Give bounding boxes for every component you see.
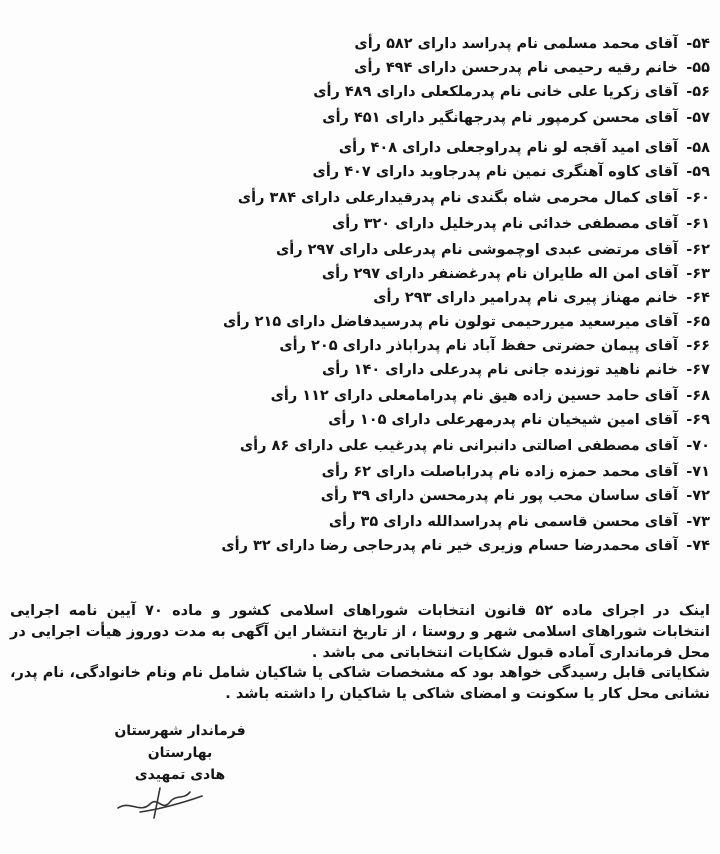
entry-number: ۶۲- xyxy=(686,242,710,258)
entry-number: ۶۴- xyxy=(686,290,710,306)
entry-text: آقای حامد حسین زاده هیق نام پدرامامعلی دارای ۱۱۲ رأی xyxy=(270,388,678,404)
entry-number: ۶۷- xyxy=(686,362,710,378)
entry-text: آقای زکریا علی خانی نام پدرملکعلی دارای ۴۸۹ رأی xyxy=(313,84,678,100)
entry-text: آقای محسن قاسمی نام پدراسدالله دارای ۳۵ رأی xyxy=(328,514,678,530)
entry-text: آقای امین شیخیان نام پدرمهرعلی دارای ۱۰۵ رأی xyxy=(328,412,678,428)
entry-number: ۷۲- xyxy=(686,488,710,504)
entry-number: ۶۱- xyxy=(686,216,710,232)
entry-number: ۷۱- xyxy=(686,464,710,480)
entry-number: ۶۳- xyxy=(686,266,710,282)
candidate-entry xyxy=(271,386,710,406)
entry-number: ۶۶- xyxy=(686,338,710,354)
entry-number: ۷۴- xyxy=(686,538,710,554)
entry-number: ۶۸- xyxy=(686,388,710,404)
candidate-entry xyxy=(313,162,710,182)
candidate-entry xyxy=(354,34,710,54)
signer-name: هادی تمهیدی xyxy=(134,767,226,783)
entry-text: آقای مصطفی اصالتی دانبرانی نام پدرغیب علی دارای ۸۶ رأی xyxy=(239,438,678,454)
entry-text: آقای ساسان محب پور نام پدرمحسن دارای ۳۹ رأی xyxy=(320,488,678,504)
entry-number: ۵۵- xyxy=(686,60,710,76)
signer-title: فرماندار شهرستان بهارستان xyxy=(114,723,246,761)
entry-number: ۵۹- xyxy=(686,164,710,180)
entry-text: آقای پیمان حضرتی حفظ آباد نام پدراباذر دارای ۲۰۵ رأی xyxy=(279,338,678,354)
entry-text: آقای مصطفی خدائی نام پدرخلیل دارای ۳۲۰ رأی xyxy=(331,216,678,232)
entry-text: آقای محسن کرمپور نام پدرجهانگیر دارای ۴۵۱ رأی xyxy=(322,110,678,126)
entry-text: آقای امید آقجه لو نام پدراوجعلی دارای ۴۰۸ رأی xyxy=(338,140,678,156)
entry-text: آقای محمدرضا حسام وزیری خیر نام پدرحاجی رضا دارای ۳۲ رأی xyxy=(221,538,678,554)
entry-number: ۶۰- xyxy=(686,190,710,206)
entry-number: ۵۸- xyxy=(686,140,710,156)
entry-number: ۵۶- xyxy=(686,84,710,100)
entry-number: ۷۳- xyxy=(686,514,710,530)
entry-number: ۷۰- xyxy=(686,438,710,454)
candidate-entry xyxy=(322,108,710,128)
entry-number: ۶۹- xyxy=(686,412,710,428)
entry-text: آقای امن اله طایران نام پدرغضنفر دارای ۲۹۷ رأی xyxy=(321,266,678,282)
candidate-entry xyxy=(313,82,710,102)
candidate-entry xyxy=(238,188,710,208)
entry-number: ۶۵- xyxy=(686,314,710,330)
candidate-entry xyxy=(276,240,710,260)
candidate-entry xyxy=(328,410,710,430)
candidate-entry xyxy=(332,214,710,234)
candidate-entry xyxy=(329,512,710,532)
entry-number: ۵۴- xyxy=(686,36,710,52)
entry-text: آقای محمد مسلمی نام پدراسد دارای ۵۸۲ رأی xyxy=(354,36,678,52)
entry-text: آقای محمد حمزه زاده نام پدراباصلت دارای ۶۲ رأی xyxy=(321,464,678,480)
candidate-entry xyxy=(322,360,710,380)
candidate-entry xyxy=(221,536,710,556)
candidate-entry xyxy=(322,264,710,284)
candidate-entry xyxy=(223,312,710,332)
handwritten-signature xyxy=(110,770,210,830)
candidate-entry xyxy=(339,138,710,158)
candidate-entry xyxy=(321,486,710,506)
entry-text: خانم ناهید توزنده جانی نام پدرعلی دارای ۱۴۰ رأی xyxy=(322,362,678,378)
entry-text: آقای مرتضی عبدی اوچموشی نام پدرعلی دارای ۲۹۷ رأی xyxy=(275,242,678,258)
entry-text: خانم مهناز پیری نام پدرامیر دارای ۲۹۳ رأی xyxy=(373,290,678,306)
entry-text: آقای کاوه آهنگری نمین نام پدرجاوید دارای ۴۰۷ رأی xyxy=(312,164,678,180)
entry-text: خانم رقیه رحیمی نام پدرحسن دارای ۴۹۴ رأی xyxy=(354,60,678,76)
entry-text: آقای کمال محرمی شاه بگندی نام پدرقیدارعلی دارای ۳۸۴ رأی xyxy=(237,190,678,206)
candidate-entry xyxy=(240,436,710,456)
notice-paragraph: اینک در اجرای ماده ۵۲ قانون انتخابات شوراهای اسلامی کشور و ماده ۷۰ آیین نامه اجرایی انتخابات شوراهای اسلامی شهر و روستا ، از تاریخ انتشار این آگهی به مدت دوروز هیأت اجرایی در محل فرمانداری آماده قبول شکایات انتخاباتی می باشد . xyxy=(10,603,710,661)
complaint-requirements-paragraph: شکایاتی قابل رسیدگی خواهد بود که مشخصات شاکی یا شاکیان شامل نام ونام خانوادگی، نام پدر، نشانی محل کار یا سکونت و امضای شاکی یا شاکیان را داشته باشد . xyxy=(10,665,710,702)
entry-number: ۵۷- xyxy=(686,110,710,126)
candidate-entry xyxy=(354,58,710,78)
candidate-entry xyxy=(279,336,710,356)
candidate-entry xyxy=(373,288,710,308)
entry-text: آقای میرسعید میررحیمی تولون نام پدرسیدفاضل دارای ۲۱۵ رأی xyxy=(222,314,678,330)
candidate-entry xyxy=(322,462,710,482)
